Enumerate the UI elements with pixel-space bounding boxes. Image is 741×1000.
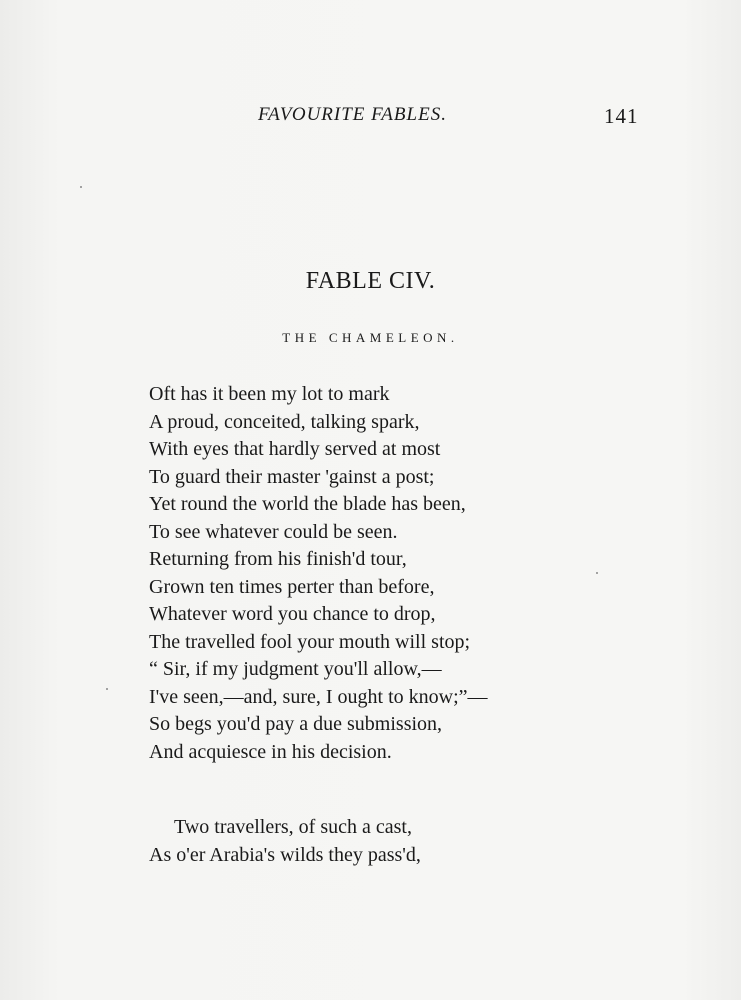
verse-line: To guard their master 'gainst a post;: [149, 465, 435, 488]
fable-subtitle: THE CHAMELEON.: [282, 330, 459, 345]
verse-line: And acquiesce in his decision.: [149, 740, 392, 763]
verse-line: Whatever word you chance to drop,: [149, 603, 436, 625]
verse-line: Returning from his finish'd tour,: [149, 548, 407, 570]
verse-line: Two travellers, of such a cast,: [174, 816, 412, 838]
verse-line: Yet round the world the blade has been,: [149, 493, 466, 515]
stanza-1: [149, 381, 488, 766]
running-title: FAVOURITE FABLES.: [258, 104, 447, 125]
paper-speck: [80, 186, 82, 188]
stanza-2: [149, 814, 421, 869]
fable-title: FABLE CIV.: [305, 268, 436, 294]
page-number: 141: [604, 104, 639, 128]
verse-line: The travelled fool your mouth will stop;: [149, 630, 471, 653]
verse-line: To see whatever could be seen.: [149, 520, 398, 543]
verse-line: Oft has it been my lot to mark: [149, 383, 390, 405]
verse-line: Grown ten times perter than before,: [149, 575, 435, 598]
verse-line: So begs you'd pay a due submission,: [149, 713, 443, 735]
verse-line: With eyes that hardly served at most: [149, 438, 441, 460]
verse-line: A proud, conceited, talking spark,: [149, 410, 420, 433]
verse-line: As o'er Arabia's wilds they pass'd,: [149, 843, 421, 866]
verse-line: “ Sir, if my judgment you'll allow,—: [149, 658, 442, 680]
paper-speck: [596, 572, 598, 574]
verse-line: I've seen,—and, sure, I ought to know;”—: [149, 685, 488, 708]
paper-speck: [106, 688, 108, 690]
